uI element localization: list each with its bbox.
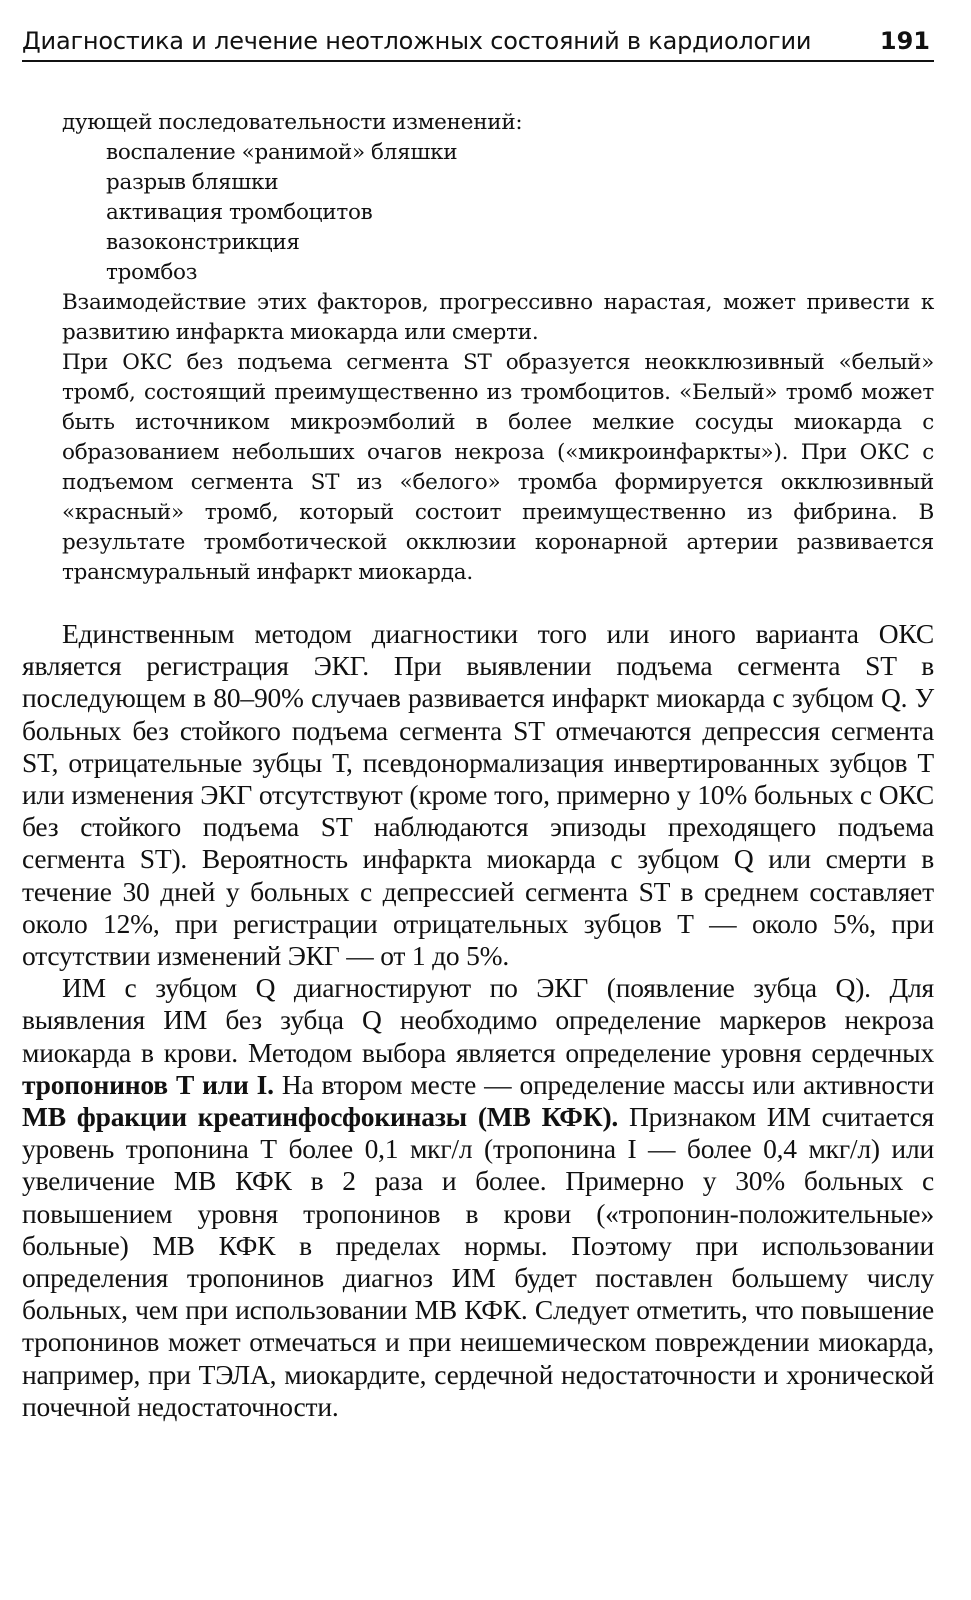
chapter-title: Диагностика и лечение неотложных состояний в кардиологии bbox=[22, 27, 812, 55]
text-run: Признаком ИМ считается уровень тропонина Т более 0,1 мкг/л (тропонина I — более 0,4 мкг/л) или увеличение МВ КФК в 2 раза и более. Примерно у 30% больных с повышением уровня тропонинов в крови («тропонин-положительные» больные) МВ КФК в пределах нормы. Поэтому при использовании определения тропонинов диагноз ИМ будет поставлен большему числу больных, чем при использовании МВ КФК. Следует отметить, что повышение тропонинов может отмечаться и при неишемическом повреждении миокарда, например, при ТЭЛА, миокардите, сердечной недостаточности и хронической почечной недостаточности. bbox=[22, 1101, 934, 1422]
paragraph-markers bbox=[22, 972, 934, 1423]
main-text bbox=[22, 618, 934, 1423]
page-number: 191 bbox=[879, 27, 930, 55]
sequence-item: разрыв бляшки bbox=[106, 170, 279, 195]
sequence-item: активация тромбоцитов bbox=[106, 200, 373, 225]
sequence-list bbox=[62, 138, 934, 288]
sequence-item: вазоконстрикция bbox=[106, 230, 300, 255]
text-run: На втором месте — определение массы или активности bbox=[273, 1068, 934, 1100]
small-paragraph: Взаимодействие этих факторов, прогрессивно нарастая, может привести к развитию инфаркта миокарда или смерти. bbox=[62, 290, 934, 345]
sequence-item: воспаление «ранимой» бляшки bbox=[106, 140, 458, 165]
running-head bbox=[22, 22, 934, 62]
text-run: ИМ с зубцом Q диагностируют по ЭКГ (появление зубца Q). Для выявления ИМ без зубца Q необходимо определение маркеров некроза миокарда в крови. Методом выбора является определение уровня сердечных bbox=[22, 972, 934, 1068]
bold-term-troponins: тропонинов Т или I. bbox=[22, 1068, 274, 1100]
small-print-block bbox=[62, 108, 934, 588]
bold-term-mb-ck: МВ фракции креатинфосфокиназы (МВ КФК). bbox=[22, 1101, 619, 1133]
paragraph-ecg-diagnostics: Единственным методом диагностики того или иного варианта ОКС является регистрация ЭКГ. При выявлении подъема сегмента ST в последующем в 80–90% случаев развивается инфаркт миокарда с зубцом Q. У больных без стойкого подъема сегмента ST отмечаются депрессия сегмента ST, отрицательные зубцы Т, псевдонормализация инвертированных зубцов Т или изменения ЭКГ отсутствуют (кроме того, примерно у 10% больных с ОКС без стойкого подъема ST наблюдаются эпизоды преходящего подъема сегмента ST). Вероятность инфаркта миокарда с зубцом Q или смерти в течение 30 дней у больных с депрессией сегмента ST в среднем составляет около 12%, при регистрации отрицательных зубцов Т — около 5%, при отсутствии изменений ЭКГ — от 1 до 5%. bbox=[22, 618, 934, 972]
small-paragraph: При ОКС без подъема сегмента ST образуется неокклюзивный «белый» тромб, состоящий преимущественно из тромбоцитов. «Белый» тромб может быть источником микроэмболий в более мелкие сосуды миокарда с образованием небольших очагов некроза («микроинфаркты»). При ОКС с подъемом сегмента ST из «белого» тромба формируется окклюзивный «красный» тромб, который состоит преимущественно из фибрина. В результате тромботической окклюзии коронарной артерии развивается трансмуральный инфаркт миокарда. bbox=[62, 350, 934, 585]
sequence-intro: дующей последовательности изменений: bbox=[62, 110, 523, 135]
sequence-item: тромбоз bbox=[106, 260, 198, 285]
